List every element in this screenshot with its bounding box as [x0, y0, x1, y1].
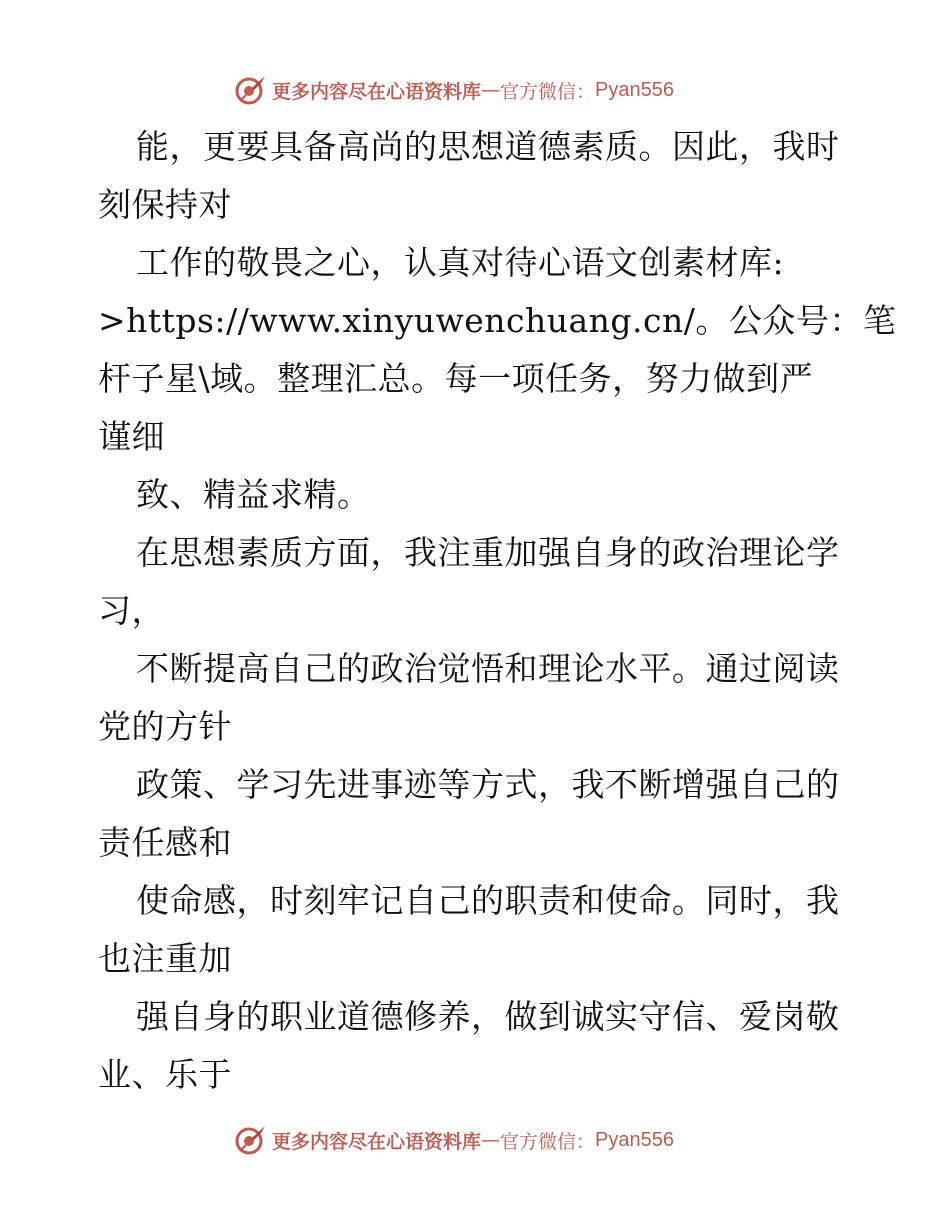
- body-line: 致、精益求精。: [136, 475, 371, 514]
- body-line: 不断提高自己的政治觉悟和理论水平。通过阅读: [136, 649, 840, 688]
- body-line: 强自身的职业道德修养，做到诚实守信、爱岗敬: [136, 997, 840, 1036]
- document-body: [98, 118, 897, 1104]
- footer-dash: —: [481, 1129, 501, 1151]
- footer-wechat-label: 官方微信：: [500, 1130, 596, 1153]
- body-line: 政策、学习先进事迹等方式，我不断增强自己的: [136, 765, 840, 804]
- red-quill-logo-icon: [234, 1123, 268, 1157]
- header-wechat-label: 官方微信：: [500, 80, 596, 103]
- body-line: 杆子星\域。整理汇总。每一项任务，努力做到严: [98, 359, 814, 398]
- body-line: 工作的敬畏之心，认真对待心语文创素材库:: [136, 243, 785, 282]
- footer-wechat-id: Pyan556: [595, 1128, 674, 1151]
- body-line: 也注重加: [98, 939, 232, 978]
- header-banner: [234, 72, 734, 108]
- body-line: 业、乐于: [98, 1055, 232, 1094]
- body-line: 在思想素质方面，我注重加强自身的政治理论学: [136, 533, 840, 572]
- body-line: 党的方针: [98, 707, 232, 746]
- red-quill-logo-icon: [234, 73, 268, 107]
- body-line: 责任感和: [98, 823, 232, 862]
- body-line: >https://www.xinyuwenchuang.cn/。公众号：笔: [98, 301, 897, 340]
- body-line: 刻保持对: [98, 185, 232, 224]
- header-wechat-id: Pyan556: [595, 78, 674, 101]
- body-line: 使命感，时刻牢记自己的职责和使命。同时，我: [136, 881, 840, 920]
- footer-banner: [234, 1122, 734, 1158]
- footer-main-text: 更多内容尽在心语资料库: [272, 1130, 482, 1153]
- body-line: 能，更要具备高尚的思想道德素质。因此，我时: [136, 127, 840, 166]
- body-line: 谨细: [98, 417, 165, 456]
- header-main-text: 更多内容尽在心语资料库: [272, 80, 482, 103]
- header-dash: —: [481, 79, 501, 101]
- body-line: 习，: [98, 591, 165, 630]
